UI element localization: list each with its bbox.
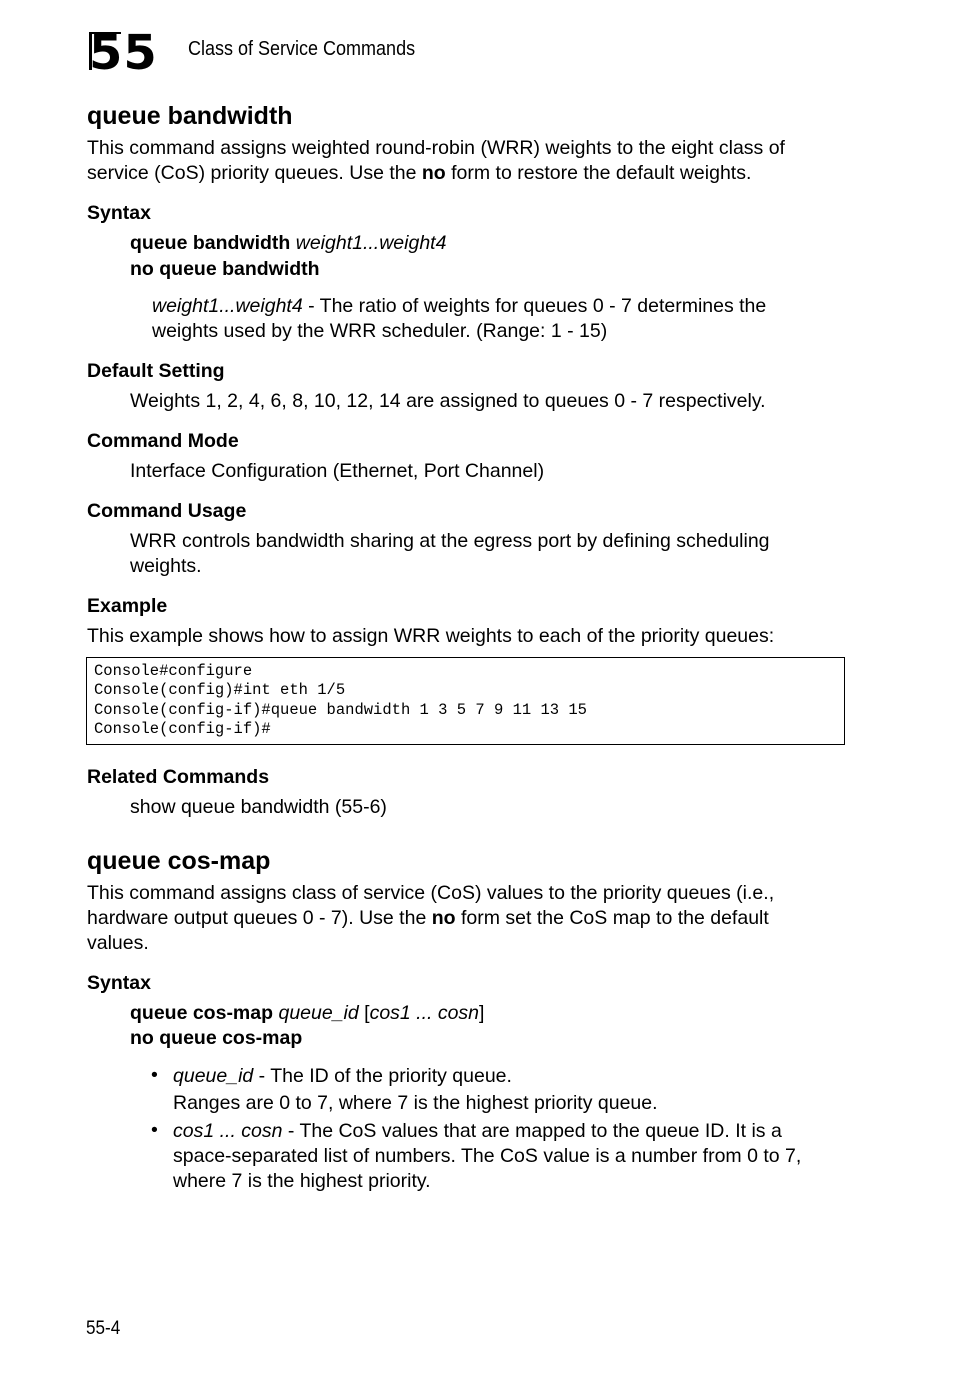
s2-bullet2-line1: cos1 ... cosn - The CoS values that are mapped to the queue ID. It is a (173, 1120, 782, 1142)
s1-example-heading: Example (87, 595, 168, 617)
page-number: 55-4 (86, 1318, 121, 1339)
chapter-title: Class of Service Commands (188, 38, 416, 60)
chapter-number: 55 (89, 25, 158, 81)
s1-mode-text: Interface Configuration (Ethernet, Port Channel) (130, 460, 545, 482)
s1-example-text: This example shows how to assign WRR weights to each of the priority queues: (87, 625, 775, 647)
s1-usage-line2: weights. (130, 555, 202, 577)
s1-related-link[interactable]: show queue bandwidth (55-6) (130, 796, 387, 818)
s2-syntax-heading: Syntax (87, 972, 151, 994)
section-title-queue-bandwidth: queue bandwidth (87, 102, 293, 130)
code-example: Console#configure Console(config)#int eth 1/5 Console(config-if)#queue bandwidth 1 3 5 7 9 11 13 15 Console(config-if)# (94, 662, 587, 738)
s1-default-heading: Default Setting (87, 360, 225, 382)
s1-intro-line2: service (CoS) priority queues. Use the no form to restore the default weights. (87, 162, 752, 184)
s2-bullet1-line2: Ranges are 0 to 7, where 7 is the highest priority queue. (173, 1092, 658, 1114)
s1-usage-line1: WRR controls bandwidth sharing at the egress port by defining scheduling (130, 530, 770, 552)
s2-syntax-no-command: no queue cos-map (130, 1027, 303, 1049)
s1-usage-heading: Command Usage (87, 500, 247, 522)
s2-intro-line3: values. (87, 932, 149, 954)
s2-bullet2-line2: space-separated list of numbers. The CoS value is a number from 0 to 7, (173, 1145, 802, 1167)
s2-intro-line2: hardware output queues 0 - 7). Use the no form set the CoS map to the default (87, 907, 769, 929)
code-example-box (86, 657, 845, 745)
s1-related-heading: Related Commands (87, 766, 270, 788)
s1-default-text: Weights 1, 2, 4, 6, 8, 10, 12, 14 are assigned to queues 0 - 7 respectively. (130, 390, 766, 412)
s2-bullet2-line3: where 7 is the highest priority. (173, 1170, 431, 1192)
s2-intro-line1: This command assigns class of service (CoS) values to the priority queues (i.e., (87, 882, 775, 904)
section-title-queue-cos-map: queue cos-map (87, 847, 271, 875)
s1-intro-line1: This command assigns weighted round-robin (WRR) weights to the eight class of (87, 137, 785, 159)
s1-syntax-no-command: no queue bandwidth (130, 258, 320, 280)
s2-bullet1-line1: queue_id - The ID of the priority queue. (173, 1065, 512, 1087)
s1-param-line2: weights used by the WRR scheduler. (Range: 1 - 15) (152, 320, 608, 342)
s1-param-line1: weight1...weight4 - The ratio of weights for queues 0 - 7 determines the (152, 295, 767, 317)
s1-syntax-command: queue bandwidth weight1...weight4 (130, 232, 447, 254)
s2-syntax-command: queue cos-map queue_id [cos1 ... cosn] (130, 1002, 485, 1024)
bullet-marker: • (151, 1119, 158, 1141)
s1-mode-heading: Command Mode (87, 430, 239, 452)
s1-syntax-heading: Syntax (87, 202, 151, 224)
bullet-marker: • (151, 1064, 158, 1086)
